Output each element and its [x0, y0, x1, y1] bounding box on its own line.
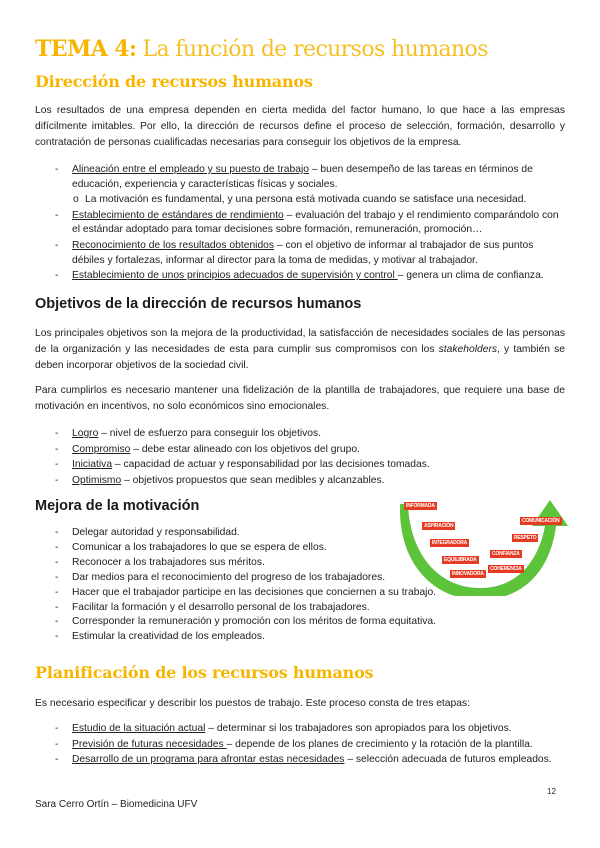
- list-term: Desarrollo de un programa para afrontar estas necesidades: [72, 754, 345, 766]
- list-term: Reconocimiento de los resultados obtenidos: [72, 239, 275, 251]
- list-term: Optimismo: [72, 474, 122, 486]
- figure-label: ASPIRACIÓN: [424, 523, 454, 529]
- figure-label: COMUNICACIÓN: [522, 518, 560, 524]
- section-heading-objetivos: Objetivos de la dirección de recursos humanos: [35, 296, 362, 312]
- list-item: - Hacer que el trabajador participe en las decisiones que conciernen a su trabajo.: [55, 586, 437, 598]
- list-desc: – selección adecuada de futuros empleados.: [344, 754, 552, 766]
- list-desc: – debe estar alineado con los objetivos del grupo.: [130, 443, 360, 455]
- list-item: - Establecimiento de estándares de rendimiento – evaluación del trabajo y el rendimiento comparándolo con el estándar adoptado para tomar decisiones sobre formación, remuneración, promoción…: [55, 209, 559, 236]
- figure-label: CONFIANZA: [492, 551, 520, 557]
- list-item: - Reconocimiento de los resultados obtenidos – con el objetivo de informar al trabajador de sus puntos débiles y fortalezas, informar al director para la toma de medidas, y motivar al trabajador.: [55, 239, 534, 266]
- figure-label: RESPETO: [514, 535, 537, 541]
- list-desc: – depende de los planes de crecimiento y la rotación de la plantilla.: [226, 738, 533, 750]
- list-desc: – nivel de esfuerzo para conseguir los objetivos.: [98, 428, 321, 439]
- list-item: - Reconocer a los trabajadores sus méritos.: [55, 556, 265, 568]
- list-item: - Comunicar a los trabajadores lo que se espera de ellos.: [55, 541, 327, 553]
- list-item: - Alineación entre el empleado y su puesto de trabajo – buen desempeño de las tareas en términos de educación, experiencia y características físicas y sociales.: [55, 164, 533, 190]
- figure-label: INFORMADA: [406, 503, 435, 509]
- list-term: Iniciativa: [72, 459, 113, 471]
- list-item: - Estudio de la situación actual – determinar si los trabajadores son apropiados para los objetivos.: [55, 723, 512, 734]
- section4-list: [55, 722, 565, 769]
- list-item: - Iniciativa – capacidad de actuar y responsabilidad por las decisiones tomadas.: [55, 459, 430, 471]
- list-term: Previsión de futuras necesidades: [72, 738, 227, 750]
- list-item: - Previsión de futuras necesidades – depende de los planes de crecimiento y la rotación de la plantilla.: [55, 738, 533, 750]
- list-desc: – con el objetivo de informar al trabajador de sus puntos débiles y fortalezas, informar al director para la toma de medidas, y motivar al trabajador.: [72, 239, 534, 266]
- list-term: Estudio de la situación actual: [72, 723, 206, 734]
- list-subitem: o La motivación es fundamental, y una persona está motivada cuando se satisface una necesidad.: [73, 194, 527, 206]
- figure-label: EQUILIBRADA: [444, 557, 477, 563]
- motivation-list: [55, 526, 436, 645]
- footer-author: Sara Cerro Ortín – Biomedicina UFV: [35, 799, 198, 810]
- list-item: - Establecimiento de unos principios adecuados de supervisión y control – genera un clima de confianza.: [55, 270, 544, 282]
- figure-label: COHERENCIA: [490, 566, 522, 572]
- list-term: Establecimiento de estándares de rendimiento: [72, 209, 284, 221]
- list-item: - Corresponder la remuneración y promoción con los méritos de forma equitativa.: [55, 616, 436, 628]
- list-desc: – evaluación del trabajo y el rendimiento comparándolo con el estándar adoptado para tomar decisiones sobre formación, remuneración, promoción…: [72, 209, 559, 236]
- list-term: Compromiso: [72, 443, 131, 455]
- list-item: - Dar medios para el reconocimiento del progreso de los trabajadores.: [55, 571, 386, 583]
- section4-intro: Es necesario especificar y describir los puestos de trabajo. Este proceso consta de tres etapas:: [35, 698, 470, 709]
- stakeholders-term: stakeholders: [438, 344, 498, 356]
- section2-paragraph-1: Los principales objetivos son la mejora de la productividad, la satisfacción de necesidades sociales de las personas de la organización y las necesidades de esta para cumplir sus compromisos con los stakeholders, y también se deben incorporar objetivos de la sociedad civil.: [35, 328, 565, 372]
- u-arrow-graphic: [400, 496, 570, 596]
- list-item: - Desarrollo de un programa para afrontar estas necesidades – selección adecuada de futuros empleados.: [55, 754, 552, 766]
- section-heading-planificacion: Planificación de los recursos humanos: [35, 663, 374, 682]
- list-item: - Logro – nivel de esfuerzo para conseguir los objetivos.: [55, 428, 321, 439]
- list-desc: La motivación es fundamental, y una persona está motivada cuando se satisface una necesidad.: [85, 194, 527, 206]
- page-title: [35, 36, 488, 62]
- list-term: Establecimiento de unos principios adecuados de supervisión y control: [72, 270, 398, 282]
- list-item: - Compromiso – debe estar alineado con los objetivos del grupo.: [55, 443, 360, 455]
- list-term: Logro: [72, 428, 99, 439]
- section2-list: [55, 427, 565, 489]
- figure-label: INNOVADORA: [452, 571, 484, 577]
- figure-label: INTEGRADORA: [432, 540, 468, 546]
- section2-paragraph-2: Para cumplirlos es necesario mantener una fidelización de la plantilla de trabajadores, que requiere una base de motivación en incentivos, no solo económicos sino emocionales.: [35, 385, 565, 413]
- list-term: Alineación entre el empleado y su puesto de trabajo: [72, 164, 309, 175]
- section1-list: [55, 163, 578, 285]
- section1-intro: Los resultados de una empresa dependen en cierta medida del factor humano, lo que hace a las empresas difícilmente imitables. Por ello, la dirección de recursos define el proceso de selección, formación, desarrollo y contratación de personas cualificadas necesarias para conseguir los objetivos de la empresa.: [35, 105, 565, 149]
- green-arrow-shape: [400, 500, 568, 596]
- list-item: - Optimismo – objetivos propuestos que sean medibles y alcanzables.: [55, 474, 385, 486]
- list-item: - Delegar autoridad y responsabilidad.: [55, 527, 240, 538]
- list-desc: – objetivos propuestos que sean medibles y alcanzables.: [121, 474, 385, 486]
- section-heading-direccion: Dirección de recursos humanos: [35, 72, 313, 91]
- list-desc: – capacidad de actuar y responsabilidad por las decisiones tomadas.: [112, 459, 430, 471]
- list-item: - Facilitar la formación y el desarrollo personal de los trabajadores.: [55, 601, 370, 613]
- section-heading-motivacion: Mejora de la motivación: [35, 498, 200, 514]
- title-text: La función de recursos humanos: [142, 37, 488, 62]
- list-desc: – genera un clima de confianza.: [397, 270, 544, 282]
- motivation-arrow-figure: [400, 496, 570, 596]
- page-number: 12: [547, 787, 556, 796]
- list-item: - Estimular la creatividad de los empleados.: [55, 631, 265, 643]
- list-desc: – buen desempeño de las tareas en términos de educación, experiencia y características físicas y sociales.: [72, 164, 533, 190]
- list-desc: – determinar si los trabajadores son apropiados para los objetivos.: [205, 723, 512, 734]
- title-number: TEMA 4:: [35, 36, 137, 62]
